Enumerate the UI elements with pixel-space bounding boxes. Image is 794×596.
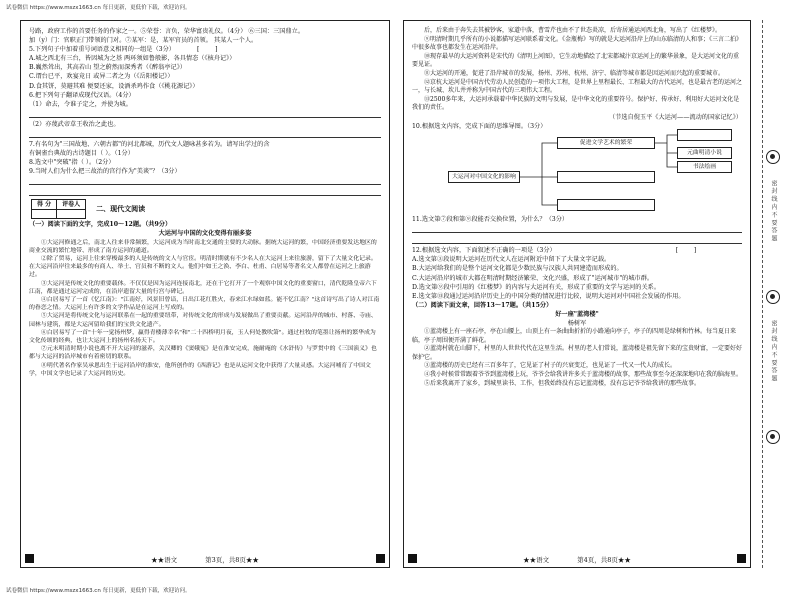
paragraph: ⑫京杭大运河是中国古代劳动人民创造的一项伟大工程，是世界上里程最长、工程最大的古代运河，也是最古老的运河之一，与长城、坎儿井并称为中国古代的三项伟大工程。: [412, 78, 743, 95]
paragraph: ⑤后来我离开了家乡，到城里读书、工作，但我始终没有忘记蓝湾楼，没有忘记爷爷给我讲的那些故事。: [424, 379, 701, 387]
paragraph: ③大运河是传统文化的重要载体。不仅仅是因为运河连接南北，还在于它打开了一个观察中国文化的重要窗口，清代乾隆皇帝六下江南，都是通过运河完成的，在沿岸遗留大量的行宫与碑记。: [29, 280, 377, 295]
part-1-title: （一）阅读下面的文字，完成10～12题。（共9分）: [29, 221, 172, 229]
answer-line[interactable]: [412, 224, 742, 233]
binding-hole: [766, 150, 780, 164]
question-12: 12.根据选文内容，下面叙述不正确的一项是（3分） [ ]: [412, 247, 697, 255]
binding-margin: [760, 20, 790, 568]
option-b: B.大运河给我们的是整个运河文化都是少数民族与汉族人共同建造而形成的。: [412, 265, 623, 273]
paragraph: ④我小时候常常跟着爷爷到蓝湾楼上玩，爷爷会给我讲许多关于蓝湾楼的故事，那些故事至今还深深地印在我的脑海里。: [424, 371, 743, 379]
paragraph: ⑩现存最早的大运河资料是宋代的《清明上河图》，它生动地描绘了北宋都城汴京运河上的繁华景象，是大运河文化的重要见证。: [412, 52, 740, 69]
question-10: 10.根据选文内容，完成下面的思维导图。（3分）: [412, 123, 547, 131]
question-8: 8.选文中"突破"指（ ）。（2分）: [29, 159, 115, 167]
mind-map-top: 促进文学艺术的繁荣: [557, 137, 655, 149]
top-watermark: 试卷微信 https://www.mszx1663.cn 每日更新，更低价下载，欢迎访问。: [6, 5, 191, 11]
answer-line[interactable]: [29, 187, 381, 196]
paragraph: ⑥白居易写了一首"十年一觉扬州梦，赢得青楼薄幸名"和"二十四桥明月夜，玉人何处教吹箫"。通过杜牧的笔墨让扬州的繁华成为文化传颂的经典，也让大运河上的扬州名扬天下。: [29, 329, 376, 344]
paragraph: 后，后来由于奔失去其被钞客，家道中落，曹雪芹也由不了世态炎凉，后寄居通运河西北角，写出了《红楼梦》。: [424, 27, 722, 34]
option-b: B.巍然耸出，其高若山 望之蔚然而深秀者（《醉翁亭记》）: [29, 64, 186, 72]
option-c: C.大运河沿岸的城市大都在明清时期经济繁荣、文化兴盛，形成了"运河城市"的城市群。: [412, 274, 654, 282]
paragraph: ①蓝湾楼上有一座石亭，亭在山腰上，山顶上有一条曲曲折折的小路通向亭子，亭子的四周是绿树和竹林。每当夏日来临，亭子周围便开满了鲜花。: [412, 328, 737, 344]
option-a: A.城之西北有三台，皆因城为之基 两环须如鲁般影，各具情态（《核舟记》）: [29, 55, 236, 63]
score-cell[interactable]: [32, 210, 57, 219]
reviewer-label: 评卷人: [57, 200, 86, 210]
source-note: （节选自倪玉平《大运河——流动的国家记忆》）: [608, 113, 742, 121]
paragraph: ⑤大运河是将传统文化与运河联系在一起的重要纽带，对传统文化的形成与发展做出了重要贡献。运河沿岸的城市、村落、寺庙、园林与建筑，都是大运河留给我们的宝贵文化遗产。: [29, 313, 377, 328]
option-d: D.选文第⑨段中引用的《红楼梦》的内容与大运河有关，形成了重要的文学与运河的关系。: [412, 283, 661, 291]
question-6-2: （2）亦蔑武帝草王收治之此也。: [29, 120, 120, 128]
essay-title: 好一座"蓝湾楼": [555, 310, 599, 318]
bottom-watermark: 试卷微信 https://www.mszx1663.cn 每日更新，更低价下载，欢迎访问。: [6, 588, 191, 594]
text-line: 加（y）门：官职正门带领的门对。⑦某军：是，某军官员的首领。 其某人一个人。: [29, 37, 258, 45]
question-9: 9.当时人们为什么把三故治的宫行作为"美谈"？（3分）: [29, 168, 181, 176]
question-7: 7.有名句为"三国故地、六朝古都"的河北都城，历代文人题咏甚多若为。请写出学过的含: [29, 140, 270, 148]
answer-line[interactable]: [412, 235, 742, 244]
score-box: [31, 199, 381, 217]
option-e: E.选文第⑬段通过运河沿岸历史上的中国分类的情况进行比较，说明大运河对中国社会发展的作用。: [412, 292, 685, 300]
binding-hole: [766, 430, 780, 444]
article-continued: [412, 27, 742, 113]
score-label: 得 分: [32, 200, 57, 210]
mind-map-blank[interactable]: [557, 199, 655, 211]
mind-map-node: 元曲明清小说: [677, 147, 732, 159]
paragraph: ⑪大运河的开通，促进了沿岸城市的发展，扬州、苏州、杭州、济宁、临清等城市都是因运河而兴起的重要城市。: [424, 69, 725, 77]
option-d: D.食其饼，莫避其难 便要还家，设酒杀鸡作食（《桃花源记》）: [29, 82, 199, 90]
option-a: A.选文第③段说明大运河在历代文人在运河附近中留下了大量文字记载。: [412, 256, 611, 264]
binding-line: [762, 20, 763, 568]
article-title: 大运河与中国的文化变得有丽多姿: [158, 230, 252, 238]
option-c: C.谓台已平，欢宴竟日 或异二者之为（《岳阳楼记》）: [29, 73, 174, 81]
paragraph: ⑨明清时期几乎所有的小说都描写运河联系着文化。《金瓶梅》写的就是大运河沿岸上的山东临清的人和事；《三言二拍》中很多故事也都发生在运河沿岸。: [412, 35, 743, 52]
answer-line[interactable]: [29, 176, 381, 185]
essay-body: [412, 328, 742, 388]
part-2-title: （二）阅读下面文章，回答13～17题。（共15分）: [412, 301, 553, 309]
question-6: 6.把下列句子翻译成现代汉语。（4分）: [29, 91, 135, 99]
binding-note: 密 封 线 内 不 要 答 题: [770, 320, 777, 382]
mind-map-center: 大运河对中国文化的影响: [448, 171, 520, 183]
paragraph: ①大运河修通之后，南北人往来非常频繁，大运河成为当时南北交通的主要的大动脉。据统大运河的繁，中国经济重要发达地区的商业交流的繁忙地带、形成了南方运河的通道。: [29, 239, 377, 254]
reviewer-cell[interactable]: [57, 210, 86, 219]
paragraph: ⑬2500多年来，大运河承载着中华民族的文明与发展，是中华文化的重要符号。保护好、传承好、利用好大运河文化是我们的责任。: [412, 95, 740, 112]
answer-line[interactable]: [29, 129, 381, 138]
question-6-1: （1）命去，令谁子定之，并使为城。: [29, 100, 132, 108]
article-body: [29, 239, 381, 378]
paragraph: ②蓝湾村就在山脚下，村里的人世世代代在这里生活。村里的老人们常说，蓝湾楼是祖先留下来的宝贵财富，一定要好好保护它。: [412, 345, 743, 361]
answer-line[interactable]: [29, 109, 381, 118]
paragraph: ④白居易写了一首《忆江南》："江南好，风景旧曾谙，日出江花红胜火，春来江水绿如蓝。能不忆江南？"这首诗写出了诗人对江南的眷恋之情。大运河上有许多的文学作品是在运河上写成的。: [29, 296, 380, 312]
essay-author: 杨树军: [567, 319, 587, 327]
binding-note: 密 封 线 内 不 要 答 题: [770, 180, 777, 242]
paragraph: ⑧明代著名作家吴承恩出生于运河沿岸的淮安，他所创作的《西游记》也是从运河文化中获得了大量灵感。大运河哺育了中国文学，中国文学也记录了大运河的历史。: [29, 362, 371, 377]
question-11: 11.选文第⑦段和第⑨段能否交换位置，为什么？（3分）: [412, 216, 569, 224]
section-title: 二、现代文阅读: [96, 204, 146, 214]
paragraph: ③蓝湾楼的历史已经有三百多年了，它见证了村子的兴衰变迁，也见证了一代又一代人的成长。: [424, 362, 677, 370]
paragraph: ②除了贸易，运河上往来穿梭最多的人是传统的文人与官宦。明清时期就有不少名人在大运河上来往旅游，留下了大量文化记录。在大运河沿岸往来最多的有商人、举士、官员和不断的文人。他们中如王之涣、李白、杜甫、白居易等著名文人都曾在运河之上旅游过。: [29, 255, 377, 279]
mind-map: [412, 133, 742, 213]
page-footer: ★★语文 第3页，共8页★★: [151, 556, 259, 564]
text-line: 号路，政府工作的首要任务的作家之一。⑤荣誉：言负，荣华富贵礼仪。（4分） ⑥三国：三国鼎立。: [29, 28, 305, 35]
page-4: [403, 20, 751, 568]
mind-map-blank[interactable]: [557, 171, 655, 183]
mind-map-blank[interactable]: [677, 129, 732, 141]
page-footer: ★★语文 第4页，共8页★★: [523, 556, 631, 564]
binding-hole: [766, 290, 780, 304]
paragraph: ⑦元末明清时期小说也离不开大运河的滋养，关汉卿的《窦娥冤》是在淮安完成，施耐庵的《水浒传》与罗贯中的《三国演义》也都与大运河的沿岸城市有着密切的联系。: [29, 346, 377, 361]
mind-map-node: 书法绘画: [677, 161, 732, 173]
question-7-cont: 有铜雀台典故的古诗题目（ ）。（1分）: [29, 150, 134, 158]
page-3: [20, 20, 390, 568]
question-5: 5.下列句子中加着重号词语意义相同的一组是（3分） [ ]: [29, 46, 218, 54]
